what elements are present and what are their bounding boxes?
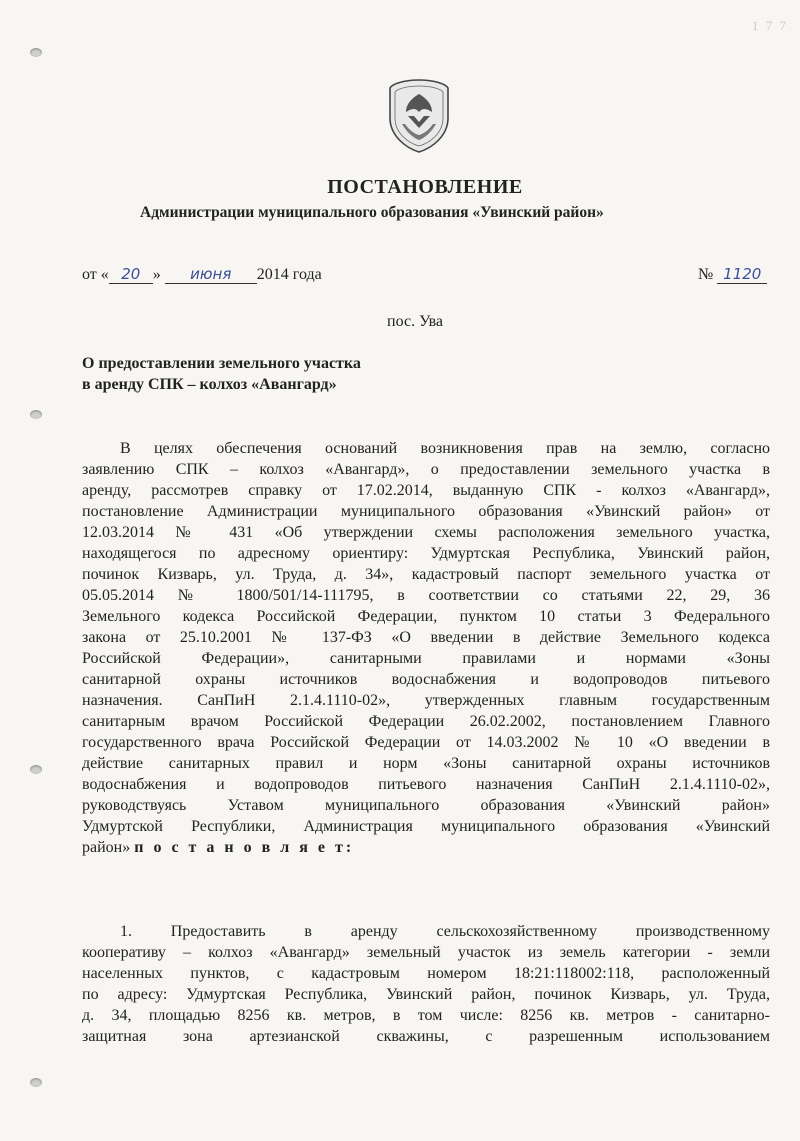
subject-line: О предоставлении земельного участка [82, 355, 361, 372]
text-line: постановление Администрации муниципального образования «Увинский район» от [82, 503, 770, 520]
text-line: заявлению СПК – колхоз «Авангард», о предоставлении земельного участка в [82, 461, 770, 478]
date-suffix: 2014 года [256, 266, 322, 283]
punch-hole [30, 410, 42, 419]
punch-hole [30, 765, 42, 774]
text-line: водоснабжения и водопроводов питьевого назначения СанПиН 2.1.4.1110-02», [82, 776, 770, 793]
text-fragment: район» [82, 839, 131, 856]
document-title: ПОСТАНОВЛЕНИЕ [327, 176, 523, 198]
text-line: населенных пунктов, с кадастровым номером 18:21:118002:118, расположенный [82, 965, 770, 982]
text-line: кооперативу – колхоз «Авангард» земельный участок из земель категории - земли [82, 944, 770, 961]
punch-hole [30, 1078, 42, 1087]
date-month: июня [165, 265, 257, 284]
text-line: действие санитарных правил и норм «Зоны санитарной охраны источников [82, 755, 770, 772]
text-line: назначения. СанПиН 2.1.4.1110-02», утвержденных главным государственным [82, 692, 770, 709]
number-label: № [698, 266, 714, 283]
text-line: руководствуясь Уставом муниципального образования «Увинский район» [82, 797, 770, 814]
document-number [698, 265, 767, 284]
date-prefix: от « [82, 266, 109, 283]
date-day: 20 [109, 265, 153, 284]
coat-of-arms-icon [386, 78, 452, 154]
place-name: пос. Ува [387, 313, 444, 330]
text-line: по адресу: Удмуртская Республика, Увинский район, починок Кизварь, ул. Труда, [82, 986, 770, 1003]
preamble-paragraph [82, 438, 770, 858]
text-line: 12.03.2014 № 431 «Об утверждении схемы расположения земельного участка, [82, 524, 770, 541]
text-line: В целях обеспечения оснований возникновения прав на землю, согласно [120, 440, 770, 457]
resolve-word: п о с т а н о в л я е т: [134, 839, 355, 856]
text-line: санитарной охраны источников водоснабжения и водопроводов питьевого [82, 671, 770, 688]
text-line: находящегося по адресному ориентиру: Удмуртская Республика, Увинский район, [82, 545, 770, 562]
text-line: санитарным врачом Российской Федерации 26.02.2002, постановлением Главного [82, 713, 770, 730]
document-subject [82, 353, 361, 395]
text-line: защитная зона артезианской скважины, с разрешенным использованием [82, 1028, 770, 1045]
text-line: Удмуртской Республики, Администрация муниципального образования «Увинский [82, 818, 770, 835]
text-line: 05.05.2014 № 1800/501/14-111795, в соответствии со статьями 22, 29, 36 [82, 587, 770, 604]
document-subtitle: Администрации муниципального образования «Увинский район» [140, 204, 604, 221]
clause-1-paragraph [82, 921, 770, 1047]
text-line: починок Кизварь, ул. Труда, д. 34», кадастровый паспорт земельного участка от [82, 566, 770, 583]
punch-hole [30, 48, 42, 57]
date-mid: » [152, 266, 161, 283]
text-line: государственного врача Российской Федерации от 14.03.2002 № 10 «О введении в [82, 734, 770, 751]
subject-line: в аренду СПК – колхоз «Авангард» [82, 376, 337, 393]
text-line: 1. Предоставить в аренду сельскохозяйственному производственному [120, 923, 770, 940]
number-value: 1120 [717, 265, 767, 284]
text-line: д. 34, площадью 8256 кв. метров, в том числе: 8256 кв. метров - санитарно- [82, 1007, 770, 1024]
date-line [82, 265, 322, 284]
page-number-mark: 1 7 7 [752, 18, 788, 33]
text-line: Земельного кодекса Российской Федерации, пунктом 10 статьи 3 Федерального [82, 608, 770, 625]
text-line: Российской Федерации», санитарными правилами и нормами «Зоны [82, 650, 770, 667]
text-line: аренду, рассмотрев справку от 17.02.2014, выданную СПК - колхоз «Авангард», [82, 482, 770, 499]
text-line: закона от 25.10.2001 № 137-ФЗ «О введении в действие Земельного кодекса [82, 629, 770, 646]
text-line [82, 837, 770, 858]
